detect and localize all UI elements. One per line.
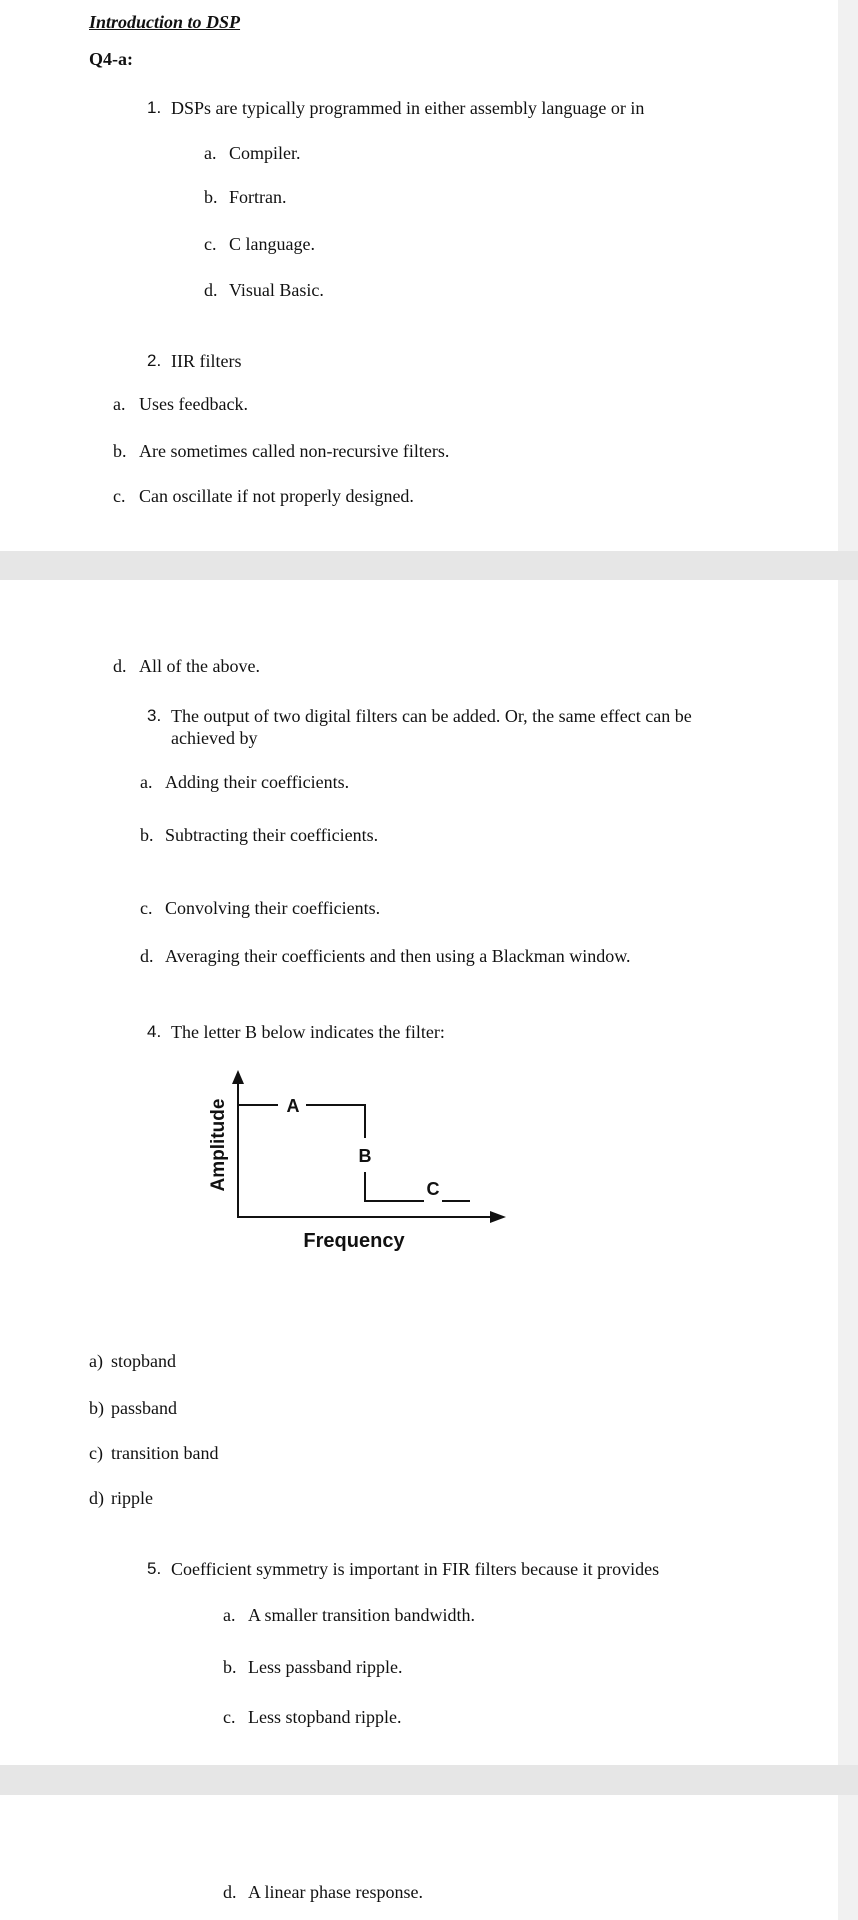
option-label: a.	[204, 143, 217, 163]
option-label: d.	[204, 280, 218, 300]
option-text: Visual Basic.	[229, 280, 324, 300]
option-label: c.	[223, 1707, 236, 1727]
option-label: b)	[89, 1398, 104, 1418]
question-text: The letter B below indicates the filter:	[171, 1022, 445, 1042]
option-text: A smaller transition bandwidth.	[248, 1605, 475, 1625]
option-label: a.	[140, 772, 153, 792]
option-text: transition band	[111, 1443, 219, 1463]
option-label: c.	[204, 234, 217, 254]
option-label: d)	[89, 1488, 104, 1508]
question-number: 4.	[147, 1022, 162, 1041]
option-text: passband	[111, 1398, 177, 1418]
page-gap	[0, 1765, 858, 1795]
option-text: ripple	[111, 1488, 153, 1508]
option-label: b.	[140, 825, 154, 845]
question-number: 1.	[147, 98, 162, 117]
option-text: Can oscillate if not properly designed.	[139, 486, 414, 506]
question-text: DSPs are typically programmed in either assembly language or in	[171, 98, 645, 118]
option-label: b.	[223, 1657, 237, 1677]
label-c: C	[426, 1179, 440, 1199]
page-1	[0, 0, 838, 551]
page-gap	[0, 551, 858, 580]
question-text-line-2: achieved by	[171, 728, 258, 748]
question-number: 5.	[147, 1559, 162, 1578]
y-axis-label: Amplitude	[208, 1098, 229, 1192]
option-text: Compiler.	[229, 143, 301, 163]
option-text: Subtracting their coefficients.	[165, 825, 379, 845]
option-label: a.	[223, 1605, 236, 1625]
option-label: a.	[113, 394, 126, 414]
option-label: d.	[140, 946, 154, 966]
page-3	[0, 1795, 838, 1920]
question-text-line-1: The output of two digital filters can be added. Or, the same effect can be	[171, 706, 692, 726]
y-axis-arrow	[232, 1070, 244, 1084]
question-text: Coefficient symmetry is important in FIR filters because it provides	[171, 1559, 660, 1579]
option-label: d.	[223, 1882, 237, 1902]
option-text: Less stopband ripple.	[248, 1707, 402, 1727]
option-text: Uses feedback.	[139, 394, 248, 414]
question-number: 3.	[147, 706, 162, 725]
option-text: Are sometimes called non-recursive filters.	[139, 441, 450, 461]
filter-response-figure	[0, 1050, 838, 1270]
option-text: A linear phase response.	[248, 1882, 423, 1902]
page-2	[0, 580, 838, 1765]
option-text: Averaging their coefficients and then using a Blackman window.	[165, 946, 631, 966]
option-text: stopband	[111, 1351, 176, 1371]
x-axis-label: Frequency	[303, 1230, 405, 1252]
question-text: IIR filters	[171, 351, 242, 371]
section-heading: Q4-a:	[89, 49, 133, 69]
option-text: Convolving their coefficients.	[165, 898, 381, 918]
option-text: Adding their coefficients.	[165, 772, 350, 792]
option-text: All of the above.	[139, 656, 260, 676]
option-label: d.	[113, 656, 127, 676]
question-number: 2.	[147, 351, 162, 370]
option-label: c)	[89, 1443, 103, 1463]
option-label: b.	[113, 441, 127, 461]
document-title: Introduction to DSP	[89, 12, 241, 32]
option-label: c.	[113, 486, 126, 506]
x-axis-arrow	[490, 1211, 506, 1223]
label-b: B	[358, 1146, 372, 1166]
option-text: Fortran.	[229, 187, 287, 207]
label-a: A	[286, 1096, 300, 1116]
option-text: Less passband ripple.	[248, 1657, 403, 1677]
option-label: a)	[89, 1351, 103, 1371]
option-label: c.	[140, 898, 153, 918]
option-text: C language.	[229, 234, 315, 254]
option-label: b.	[204, 187, 218, 207]
